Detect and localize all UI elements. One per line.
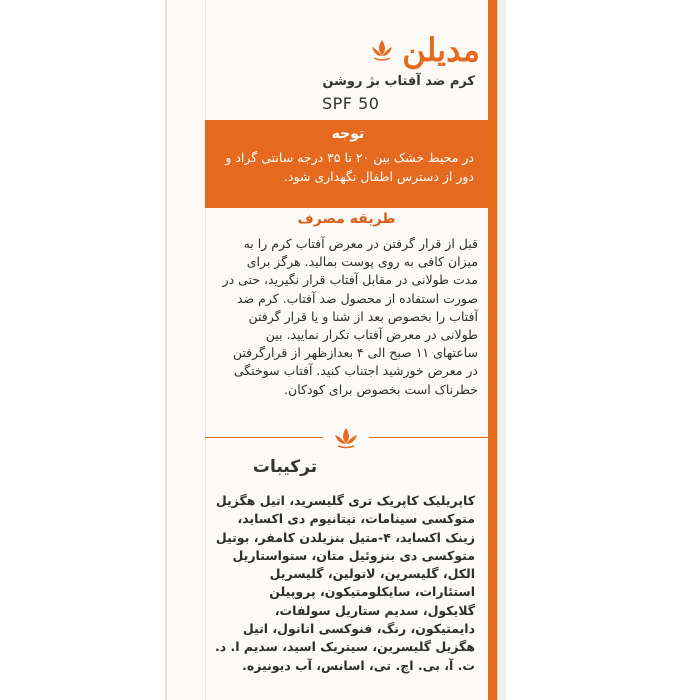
notice-text: در محیط خشک بین ۲۰ تا ۳۵ درجه سانتی گراد و دور از دسترس اطفال نگهداری شود. <box>225 150 474 184</box>
package-side-edge <box>497 0 506 700</box>
brand-header <box>300 24 480 76</box>
panel-fold-line <box>205 0 206 700</box>
ingredients-title: ترکیبات <box>252 457 318 477</box>
notice-box <box>205 120 488 208</box>
brand-name: مدیلن <box>402 31 480 69</box>
product-name: کرم ضد آفتاب بژ روشن <box>322 74 475 89</box>
usage-text: قبل از قرار گرفتن در معرض آفتاب کرم را به میزان کافی به روی پوست بمالید. هرگز برای مدت طولانی در مقابل آفتاب قرار نگیرید، حتی در صورت استفاده از محصول ضد آفتاب. کرم ضد آفتاب را بخصوص بعد از شنا و یا قرار گرفتن طولانی در معرض آفتاب تکرار نمایید. بین ساعتهای ۱۱ صبح الی ۴ بعدازظهر از قرارگرفتن در معرض خورشید اجتناب کنید. آفتاب سوختگی خطرناک است بخصوص برای کودکان. <box>222 236 478 397</box>
ingredients-text: کاپریلیک کاپریک تری گلیسرید، اتیل هگزیل متوکسی سینامات، تیتانیوم دی اکساید، زینک اکساید، ۴-متیل بنزیلدن کامفر، بوتیل متوکسی دی بنزوئیل متان، ستواستاریل الکل، گلیسرین، لانولین، گلیسریل استئارات، سایکلومتیکون، پروپیلن گلایکول، سدیم ستاریل سولفات، دایمتیکون، رنگ، فنوکسی اتانول، اتیل هگزیل گلیسرین، سیتریک اسید، سدیم ا. د. ت. آ، بی. اچ. تی، اسانس، آب دیونیزه. <box>215 493 475 673</box>
notice-title: توجه <box>331 126 365 142</box>
lotus-icon <box>368 36 396 64</box>
section-divider <box>205 427 488 449</box>
spf-label: SPF 50 <box>322 94 380 113</box>
usage-title: طریقه مصرف <box>297 211 396 227</box>
divider-line-left <box>205 437 323 438</box>
divider-line-right <box>369 437 488 438</box>
lotus-icon <box>333 427 359 449</box>
